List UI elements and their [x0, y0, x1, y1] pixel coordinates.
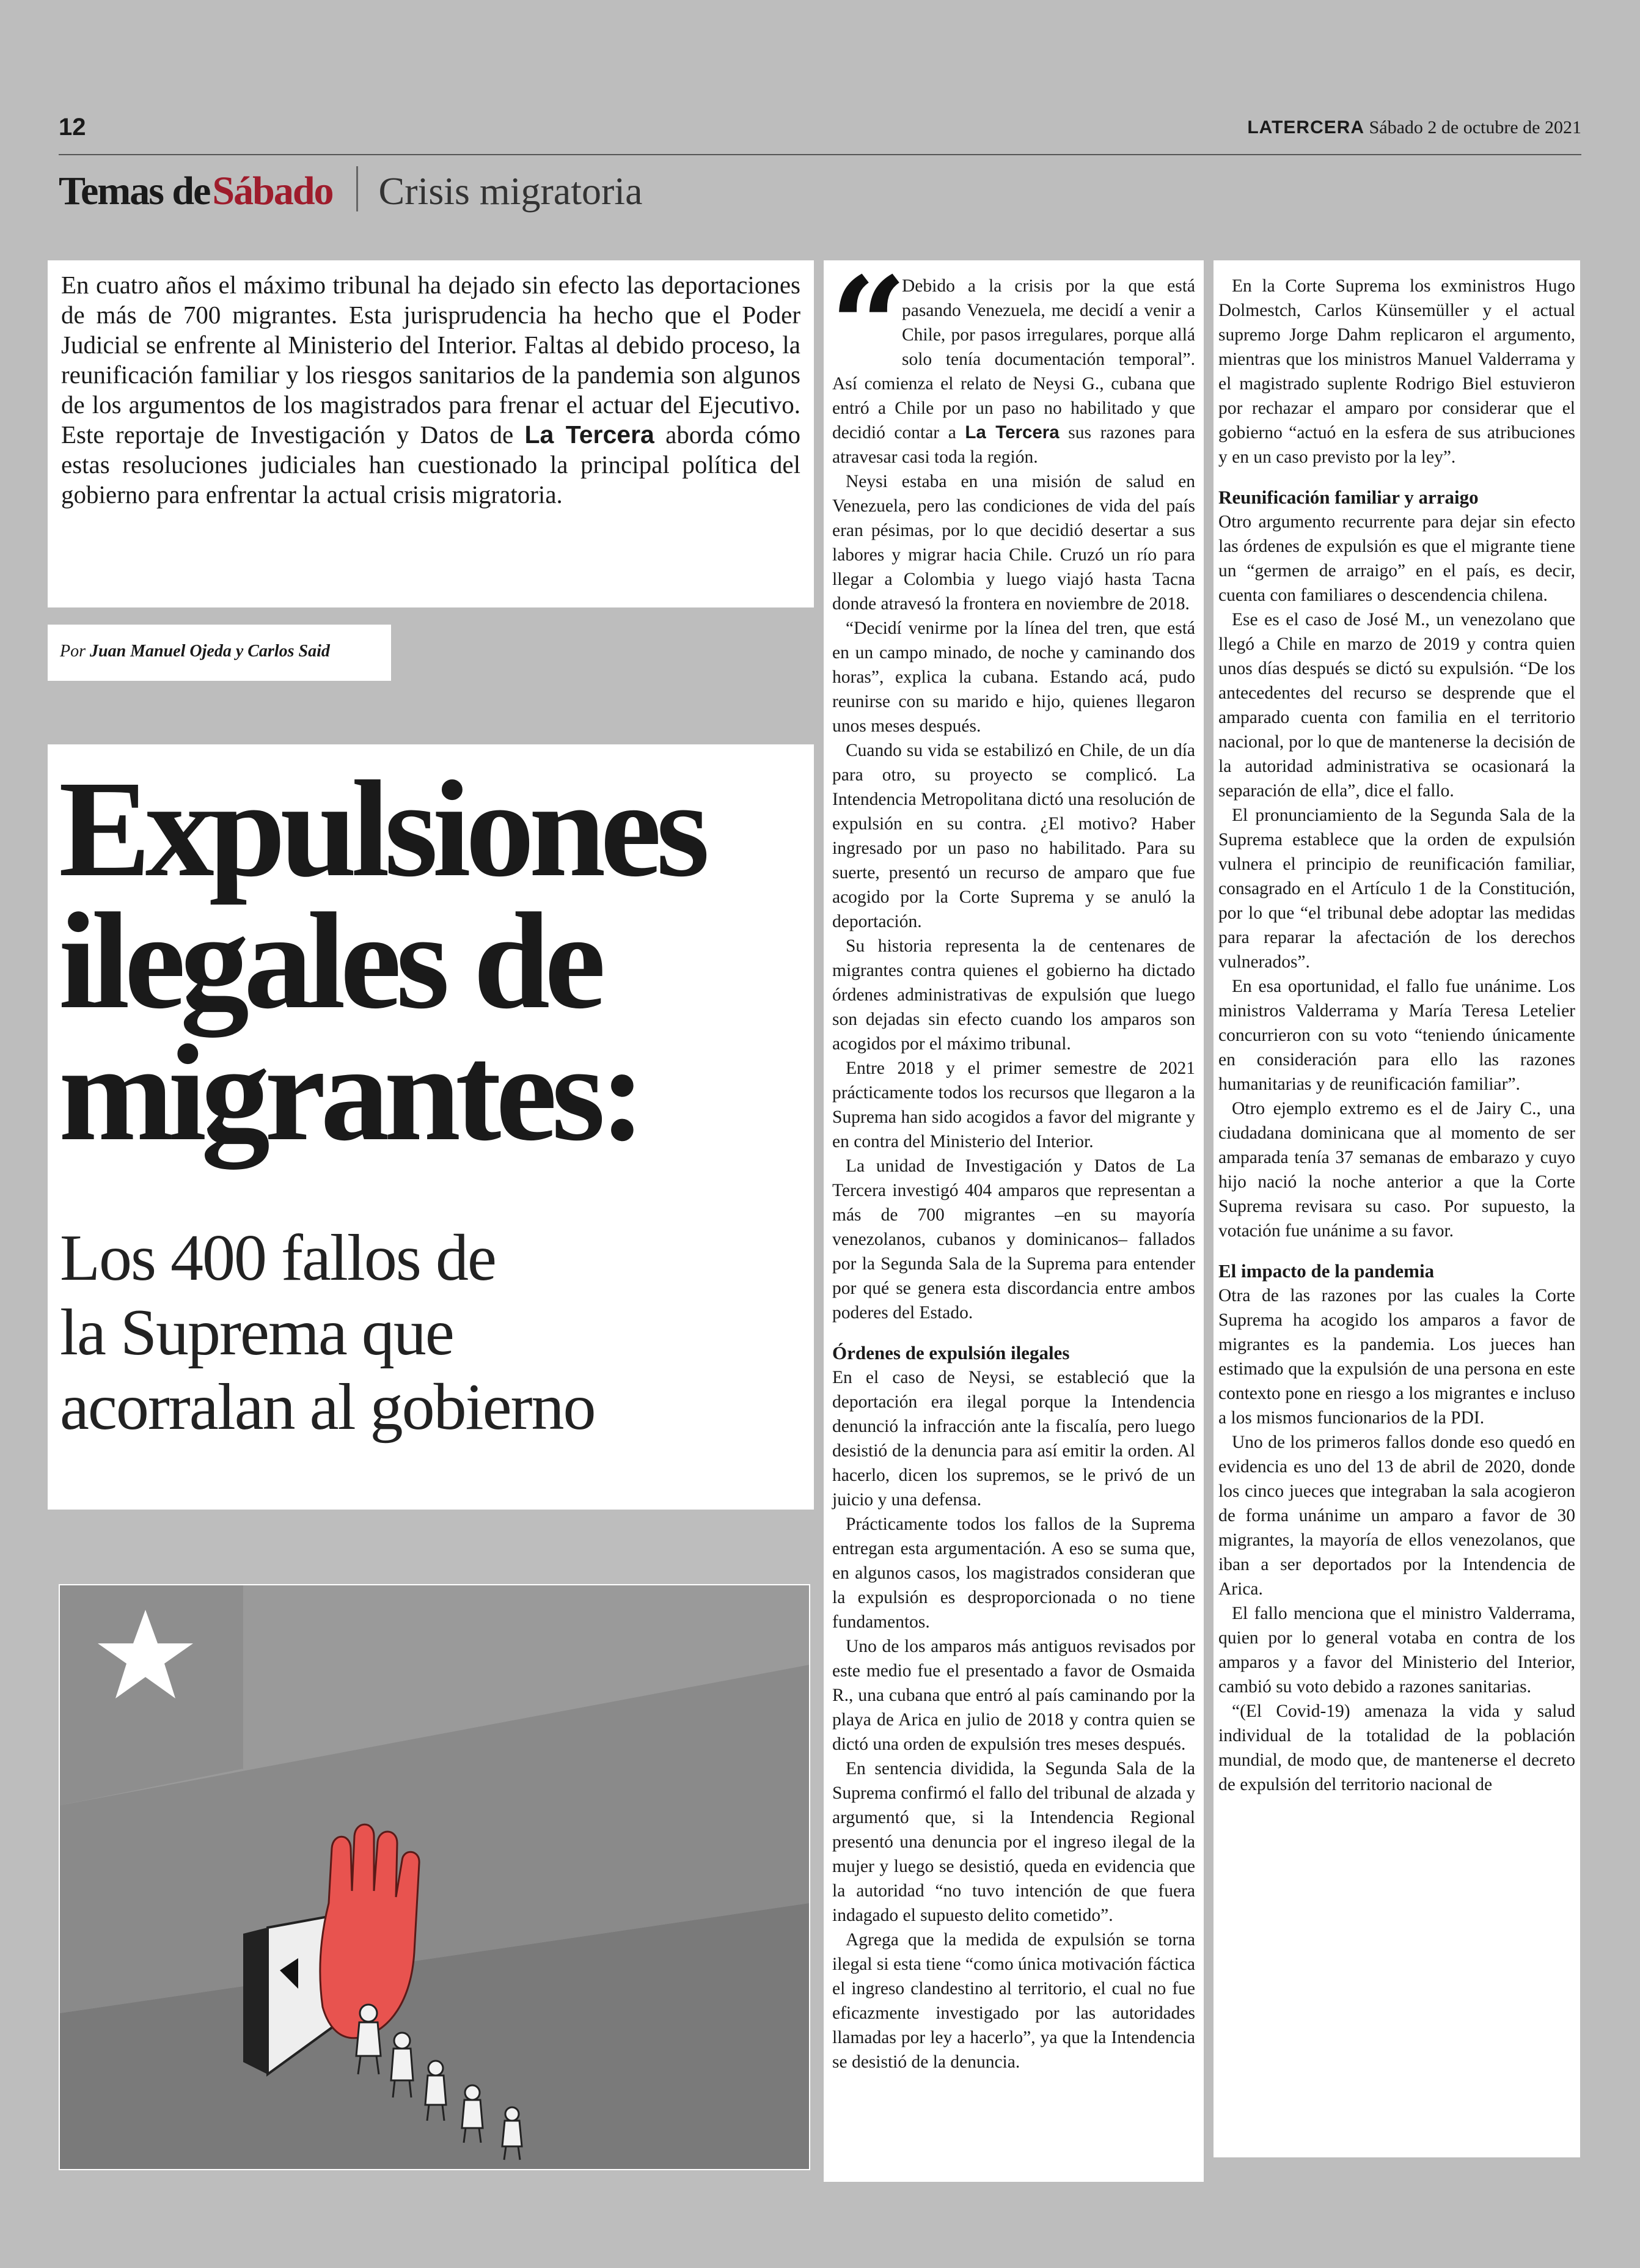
- section-header: [59, 166, 642, 227]
- byline: [60, 642, 330, 661]
- quote-mark: “: [830, 247, 907, 405]
- subheadline-line-2: la Suprema que: [60, 1296, 453, 1369]
- article-paragraph: Ese es el caso de José M., un venezolano que llegó a Chile en marzo de 2019 y contra quien unos días después se dictó su expulsión. “De los antecedentes del recurso se desprende que el amparado cuenta con familia en el territorio nacional, por lo que de mantenerse la decisión de la autoridad administrativa se ocasionará la separación de ella”, dice el fallo.: [1218, 610, 1575, 801]
- section-divider: [356, 166, 358, 211]
- article-paragraph: En esa oportunidad, el fallo fue unánime. Los ministros Valderrama y María Teresa Letelier concurrieron con su voto “teniendo únicamente en consideración para ello las razones humanitarias y de reunificación familiar”.: [1218, 977, 1575, 1094]
- headline-line-1: Expulsiones: [59, 752, 705, 905]
- headline-box: [48, 744, 814, 1510]
- article-paragraph: El pronunciamiento de la Segunda Sala de la Suprema establece que la orden de expulsión vulnera el principio de reunificación familiar, consagrado en el Artículo 1 de la Constitución, por lo que “el tribunal debe adoptar las medidas para reparar la afectación de los derechos vulnerados”.: [1218, 806, 1575, 972]
- subheadline-line-1: Los 400 fallos de: [60, 1222, 496, 1294]
- article-paragraph: “Decidí venirme por la línea del tren, que está en un campo minado, de noche y caminando dos horas”, explica la cubana. Estando acá, pudo reunirse con su marido e hijo, quienes llegaron unos meses después.: [832, 618, 1195, 736]
- article-paragraph: Otro ejemplo extremo es el de Jairy C., una ciudadana dominicana que al momento de ser amparada tenía 37 semanas de embarazo y cuyo hijo nació la noche anterior a que la Corte Suprema revisara su caso. Por supuesto, la votación fue unánime a su favor.: [1218, 1099, 1575, 1241]
- article-paragraph: Prácticamente todos los fallos de la Suprema entregan esta argumentación. A eso se suma que, en algunos casos, los magistrados consideran que la expulsión es desproporcionada o no tiene fundamentos.: [832, 1514, 1195, 1632]
- article-paragraph: El fallo menciona que el ministro Valderrama, quien por lo general votaba en contra de los amparos y a favor del Ministerio del Interior, cambió su voto debido a razones sanitarias.: [1218, 1604, 1575, 1697]
- article-paragraph: Su historia representa la de centenares de migrantes contra quienes el gobierno ha dictado órdenes administrativas de expulsión que luego son dejadas sin efecto cuando los amparos son acogidos por el máximo tribunal.: [832, 936, 1195, 1054]
- headline: [59, 752, 705, 1169]
- masthead: [1247, 117, 1581, 138]
- article-column-right: [1218, 274, 1575, 1797]
- illustration: [59, 1584, 810, 2170]
- article-paragraph: En sentencia dividida, la Segunda Sala de la Suprema confirmó el fallo del tribunal de alzada y argumentó que, si la Intendencia Regional presentó una denuncia por el ingreso ilegal de la mujer y luego se desistió, queda en evidencia que la autoridad “no tuvo intención de que fuera indagado el supuesto delito cometido”.: [832, 1759, 1195, 1925]
- article-paragraph: Neysi estaba en una misión de salud en Venezuela, pero las condiciones de vida del país eran pésimas, por lo que decidió desertar a sus labores y migrar hacia Chile. Cruzó un río para llegar a Colombia y luego viajó hasta Tacna donde atravesó la frontera en noviembre de 2018.: [832, 472, 1195, 614]
- issue-date: Sábado 2 de octubre de 2021: [1369, 117, 1581, 138]
- header-rule: [59, 154, 1581, 155]
- subheadline: [60, 1221, 595, 1445]
- section-temas: Temas de: [59, 169, 210, 213]
- article-subheading: Reunificación familiar y arraigo: [1218, 486, 1479, 508]
- article-column-middle: [830, 247, 1195, 2074]
- door-gap: [243, 1928, 268, 2074]
- section-sabado: Sábado: [212, 169, 333, 213]
- article-paragraph: Otra de las razones por las cuales la Corte Suprema ha acogido los amparos a favor de migrantes es la pandemia. Los jueces han estimado que la expulsión de una persona en este contexto pone en riesgo a los migrantes e incluso a los mismos funcionarios de la PDI.: [1218, 1286, 1575, 1428]
- byline-names: Juan Manuel Ojeda y Carlos Said: [90, 642, 330, 661]
- headline-line-3: migrantes:: [59, 1016, 640, 1169]
- article-subheading: El impacto de la pandemia: [1218, 1260, 1435, 1282]
- flag-canton: [60, 1585, 243, 1805]
- intro-text: [61, 270, 800, 510]
- headline-line-2: ilegales de: [59, 884, 601, 1037]
- article-paragraph: Uno de los primeros fallos donde eso quedó en evidencia es uno del 13 de abril de 2020, donde los cinco jueces que integraban la sala acogieron de forma unánime un amparo a favor de 30 migrantes, la mayoría de ellos venezolanos, que iban a ser deportados por la Intendencia de Arica.: [1218, 1433, 1575, 1599]
- byline-prefix: Por: [60, 642, 86, 661]
- byline-box: [48, 625, 391, 681]
- article-paragraph: Agrega que la medida de expulsión se torna ilegal si esta tiene “como única motivación fáctica el ingreso clandestino al territorio, el cual no fue eficazmente investigado por las autoridades llamadas por ley a hacerlo”, ya que la Intendencia se desistió de la denuncia.: [832, 1930, 1195, 2072]
- article-paragraph: En la Corte Suprema los exministros Hugo Dolmestch, Carlos Künsemüller y el actual supremo Jorge Dahm replicaron el argumento, mientras que los ministros Manuel Valderrama y el magistrado suplente Rodrigo Biel estuvieron por rechazar el amparo por considerar que el gobierno “actuó en la esfera de sus atribuciones y en un caso previsto por la ley”.: [1218, 276, 1575, 467]
- page-number: 12: [59, 114, 86, 141]
- article-paragraph: Otro argumento recurrente para dejar sin efecto las órdenes de expulsión es que el migrante tiene un “germen de arraigo” en el país, es decir, cuenta con familiares o descendencia chilena.: [1218, 512, 1575, 605]
- illustration-art: [60, 1585, 809, 2169]
- article-paragraph: En el caso de Neysi, se estableció que la deportación era ilegal porque la Intendencia denunció la infracción ante la fiscalía, pero luego desistió de la denuncia para así emitir la orden. Al hacerlo, dicen los supremos, se le privó de un juicio y una defensa.: [832, 1368, 1195, 1510]
- article-paragraph: “(El Covid-19) amenaza la vida y salud individual de la totalidad de la población mundial, de modo que, de mantenerse el decreto de expulsión del territorio nacional de: [1218, 1701, 1575, 1794]
- subheadline-line-3: acorralan al gobierno: [60, 1371, 595, 1444]
- article-paragraph: Entre 2018 y el primer semestre de 2021 prácticamente todos los recursos que llegaron a la Suprema han sido acogidos a favor del migrante y en contra del Ministerio del Interior.: [832, 1059, 1195, 1151]
- intro-brand: La Tercera: [524, 420, 654, 449]
- article-brand: La Tercera: [965, 422, 1060, 442]
- article-paragraph: Uno de los amparos más antiguos revisados por este medio fue el presentado a favor de Osmaida R., una cubana que entró al país caminando por la playa de Arica en julio de 2018 y contra quien se dictó una orden de expulsión tres meses después.: [832, 1637, 1195, 1754]
- article-subheading: Órdenes de expulsión ilegales: [832, 1342, 1070, 1363]
- section-topic: Crisis migratoria: [378, 169, 643, 213]
- article-paragraph: “ Debido a la crisis por la que está pasando Venezuela, me decidí a venir a Chile, por pasos irregulares, porque allá solo tenía documentación temporal”. Así comienza el relato de Neysi G., cubana que entró a Chile por un paso no habilitado y que decidió contar a La Tercera sus razones para atravesar casi toda la región.: [830, 247, 1195, 467]
- article-paragraph: Cuando su vida se estabilizó en Chile, de un día para otro, su proyecto se complicó. La Intendencia Metropolitana dictó una resolución de expulsión en su contra. ¿El motivo? Haber ingresado por un paso no habilitado. Para su suerte, presentó un recurso de amparo que fue acogido por la Corte Suprema y se anuló la deportación.: [832, 741, 1195, 931]
- masthead-brand: LATERCERA: [1247, 117, 1365, 138]
- intro-box: [48, 260, 814, 607]
- intro-text-after: aborda cómo estas resoluciones judiciales han cuestionado la principal política del gobierno para enfrentar la actual crisis migratoria.: [61, 420, 801, 508]
- article-paragraph: La unidad de Investigación y Datos de La Tercera investigó 404 amparos que representan a más de 700 migrantes –en su mayoría venezolanos, cubanos y dominicanos– fallados por la Segunda Sala de la Suprema para entender por qué se genera esta discordancia entre ambos poderes del Estado.: [832, 1156, 1195, 1323]
- intro-text-before: En cuatro años el máximo tribunal ha dejado sin efecto las deportaciones de más de 700 migrantes. Esta jurisprudencia ha hecho que el Poder Judicial se enfrente al Ministerio del Interior. Faltas al debido proceso, la reunificación familiar y los riesgos sanitarios de la pandemia son algunos de los argumentos de los magistrados para frenar el actuar del Ejecutivo. Este reportaje de Investigación y Datos de: [61, 271, 800, 449]
